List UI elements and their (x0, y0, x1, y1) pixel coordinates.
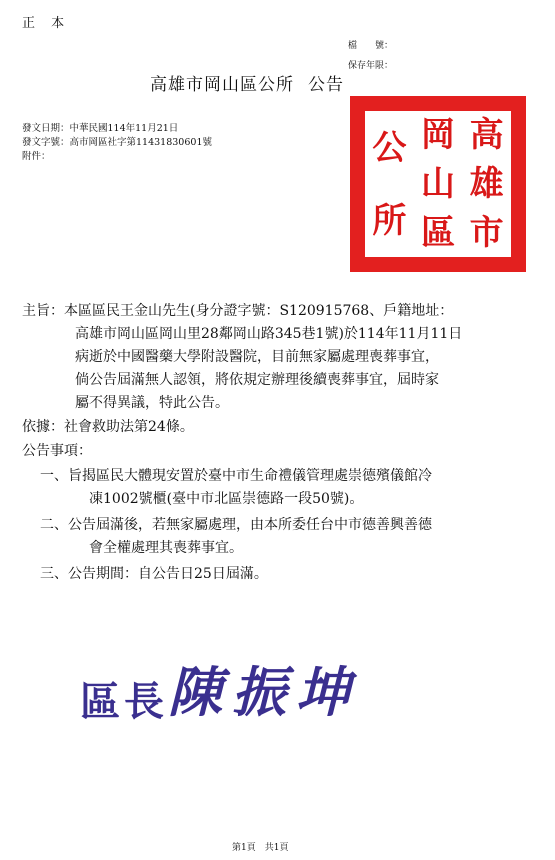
page-indicator: 第1頁 共1頁 (232, 843, 289, 853)
subject-line-3: 病逝於中國醫藥大學附設醫院，目前無家屬處理喪葬事宜， (75, 349, 439, 365)
issuing-office: 高雄市岡山區公所 (150, 75, 294, 95)
seal-frame (362, 108, 514, 260)
subject-line-4: 倘公告屆滿無人認領，將依規定辦理後續喪葬事宜，屆時家 (75, 372, 439, 388)
item-1-line-1: 一、旨揭區民大體現安置於臺中市生命禮儀管理處崇德殯儀館冷 (40, 468, 432, 484)
subject-line-5: 屬不得異議，特此公告。 (75, 395, 229, 411)
document-type: 公告 (308, 75, 344, 95)
issue-date: 發文日期：中華民國114年11月21日 (22, 123, 179, 134)
document-title (150, 70, 344, 95)
item-2-line-1: 二、公告屆滿後，若無家屬處理，由本所委任台中市德善興善德 (40, 517, 432, 533)
file-number-label: 檔 號： (348, 41, 394, 51)
attachment-label: 附件： (22, 151, 51, 162)
items-heading: 公告事項： (22, 443, 92, 459)
subject-line-2: 高雄市岡山區岡山里28鄰岡山路345巷1號)於114年11月11日 (75, 326, 463, 342)
seal-column-2: 岡 山 區 (420, 115, 455, 253)
retention-label: 保存年限： (348, 61, 394, 71)
seal-column-3: 公 所 (372, 127, 407, 241)
item-3: 三、公告期間：自公告日25日屆滿。 (40, 566, 268, 582)
subject-line-1: 主旨：本區區民王金山先生(身分證字號：S120915768、戶籍地址： (22, 303, 454, 319)
chief-title: 區長 (80, 679, 168, 725)
chief-name: 陳振坤 (168, 661, 360, 724)
legal-basis: 依據：社會救助法第24條。 (22, 419, 194, 435)
copy-mark: 正 本 (22, 16, 71, 31)
item-1-line-2: 凍1002號櫃(臺中市北區崇德路一段50號)。 (89, 491, 364, 507)
seal-column-1: 高 雄 市 (469, 115, 504, 253)
chief-signature-stamp (80, 650, 360, 727)
item-2-line-2: 會全權處理其喪葬事宜。 (89, 540, 243, 556)
official-seal (350, 96, 526, 272)
reference-number: 發文字號：高市岡區社字第11431830601號 (22, 137, 212, 148)
